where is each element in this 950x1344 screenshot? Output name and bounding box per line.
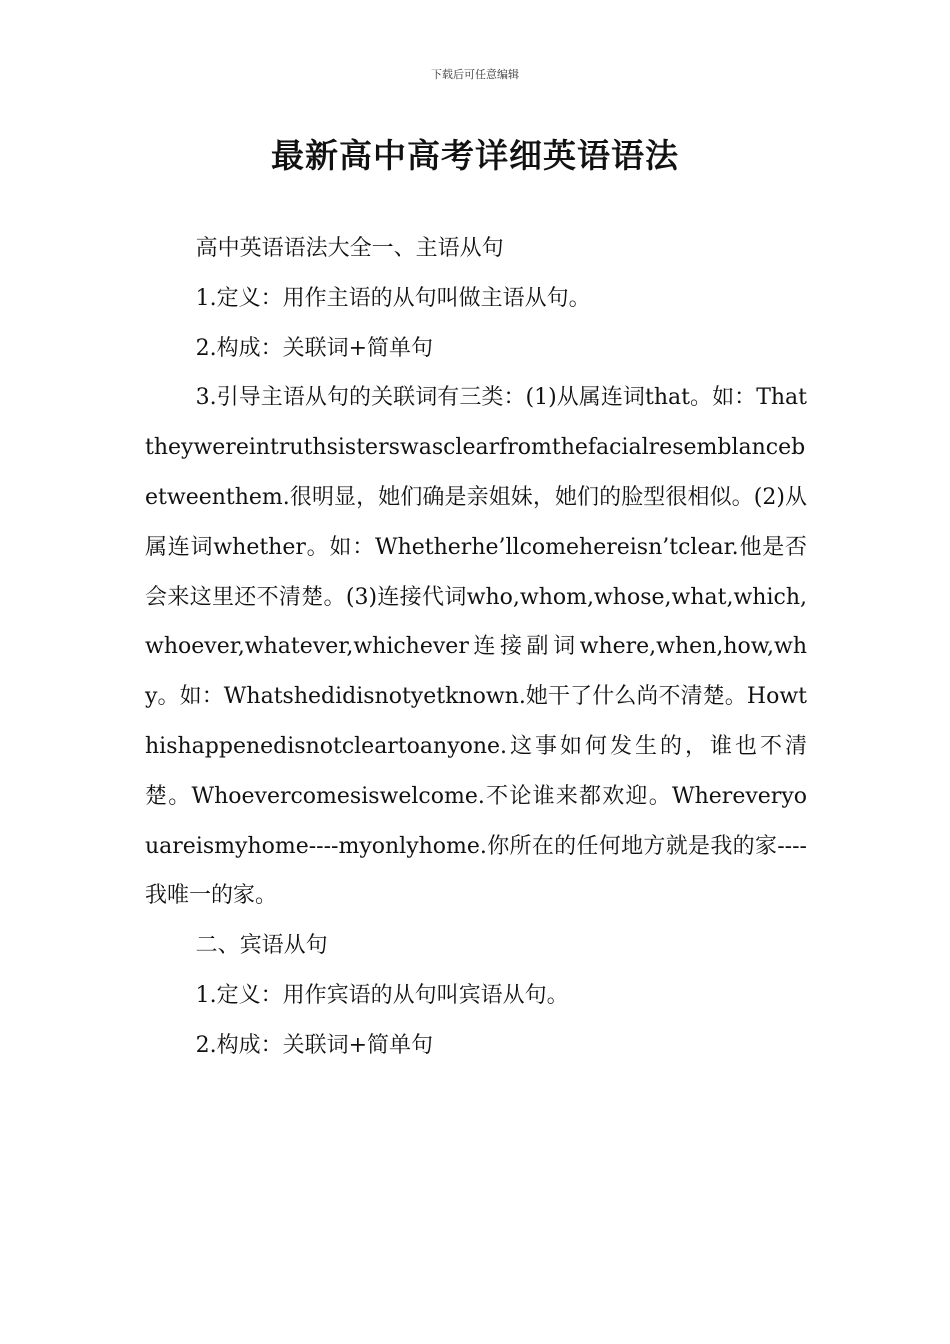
paragraph-definition-1: 1.定义：用作主语的从句叫做主语从句。 (195, 285, 591, 311)
paragraph-section-heading-2: 二、宾语从句 (195, 933, 328, 959)
document-body (145, 224, 807, 1071)
paragraph-definition-2: 1.定义：用作宾语的从句叫宾语从句。 (195, 982, 569, 1008)
header-note: 下载后可任意编辑 (431, 68, 519, 81)
paragraph-connectives-examples: 3.引导主语从句的关联词有三类：(1)从属连词that。如：Thattheywereintruthsisterswasclearfromthefacialresemblancebetweenthem.很明显，她们确是亲姐妹，她们的脸型很相似。(2)从属连词whether。如：Whetherhe’llcomehereisn’tclear.他是否会来这里还不清楚。(3)连接代词who,whom,whose,what,which,whoever,whatever,whichever连接副词where,when,how,why。如：Whatshedidisnotyetknown.她干了什么尚不清楚。Howthishappenedisnotcleartoanyone.这事如何发生的，谁也不清楚。Whoevercomesiswelcome.不论谁来都欢迎。Whereveryouareismyhome----myonlyhome.你所在的任何地方就是我的家----我唯一的家。 (145, 385, 807, 909)
paragraph-structure-1: 2.构成：关联词+简单句 (195, 335, 434, 361)
document-title: 最新高中高考详细英语语法 (271, 136, 679, 175)
paragraph-section-heading-1: 高中英语语法大全一、主语从句 (195, 236, 504, 261)
paragraph-structure-2: 2.构成：关联词+简单句 (195, 1032, 434, 1058)
